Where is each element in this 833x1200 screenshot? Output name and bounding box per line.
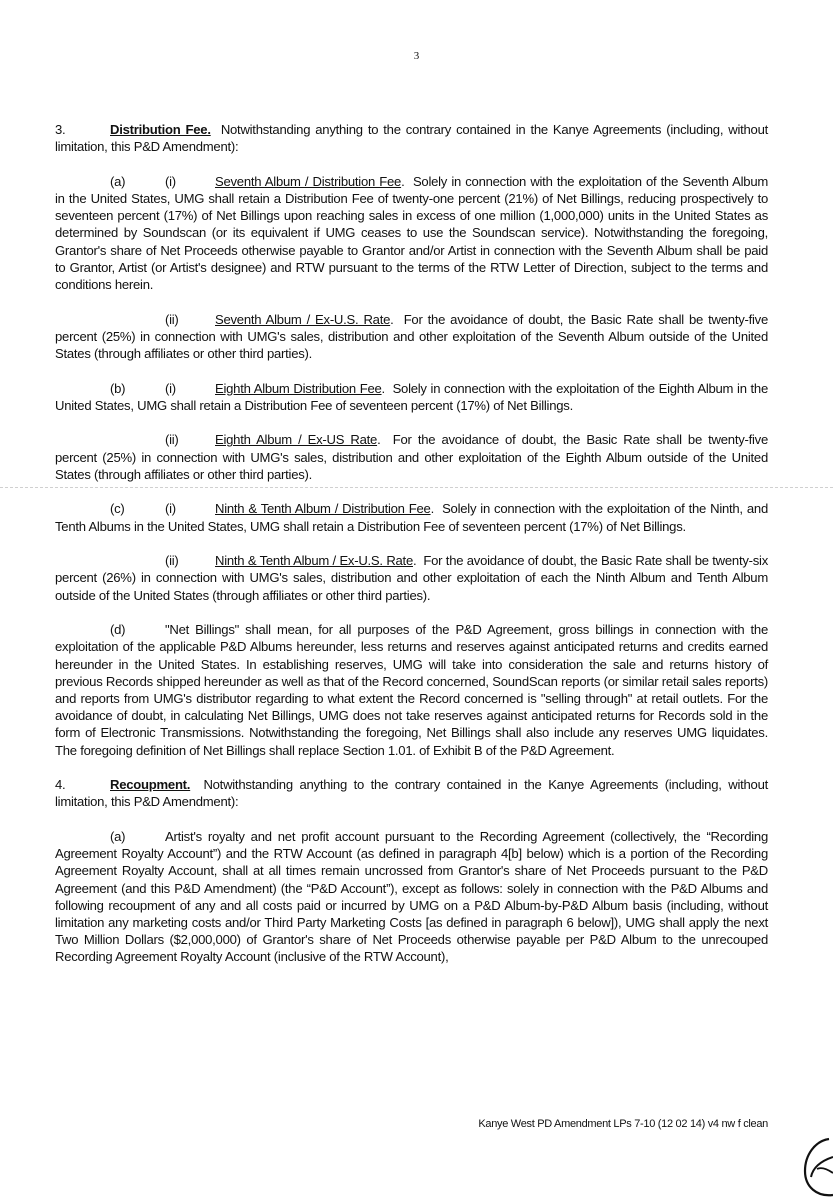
section-intro-text: Notwithstanding anything to the contrary contained in the Kanye Agreements (including, without limitation, this P&D Amendment): — [55, 777, 768, 810]
clause-3a-i: (a) (i) Seventh Album / Distribution Fee. Solely in connection with the exploitation of the Seventh Album in the United States, UMG shall retain a Distribution Fee of twenty-one percent (21%) of Net Billings, reducing prospectively to seventeen percent (17%) of Net Billings upon reaching sales in excess of one million (1,000,000) units in the United States as determined by Soundscan (or its equivalent if UMG ceases to use the Soundscan service). Notwithstanding the foregoing, Grantor's share of Net Proceeds otherwise payable to Grantor and/or Artist in connection with the Seventh Album shall be paid to Grantor, Artist (or Artist's designee) and RTW pursuant to the terms of the RTW Letter of Direction, subject to the terms and conditions herein. — [55, 173, 769, 293]
section-number: 4. — [55, 777, 66, 793]
clause-label: (b) — [110, 380, 126, 396]
clause-text: Solely in connection with the exploitation of the Eighth Album in the United States, UMG shall retain a Distribution Fee of seventeen percent (17%) of Net Billings. — [55, 380, 768, 413]
clause-3b-i: (b) (i) Eighth Album Distribution Fee. Solely in connection with the exploitation of the Eighth Album in the United States, UMG shall retain a Distribution Fee of seventeen percent (17%) of Net Billings. — [55, 380, 768, 413]
section-4-intro — [55, 776, 768, 810]
document-footer: Kanye West PD Amendment LPs 7-10 (12 02 14) v4 nw f clean — [478, 1118, 768, 1130]
clause-title: Ninth & Tenth Album / Distribution Fee — [215, 501, 431, 517]
section-intro-text: Notwithstanding anything to the contrary contained in the Kanye Agreements (including, without limitation, this P&D Amendment): — [55, 122, 768, 155]
clause-title: Seventh Album / Distribution Fee — [215, 173, 402, 189]
section-heading: Recoupment. — [110, 777, 191, 793]
clause-label: (a) — [110, 173, 126, 189]
subclause-label: (i) — [165, 380, 176, 396]
handwritten-initial-mark — [799, 1133, 833, 1200]
subclause-label: (i) — [165, 501, 176, 517]
document-body — [55, 121, 768, 983]
clause-label: (c) — [110, 501, 125, 517]
subclause-label: (ii) — [165, 432, 179, 448]
clause-text: Solely in connection with the exploitation of the Seventh Album in the United States, UMG shall retain a Distribution Fee of twenty-one percent (21%) of Net Billings, reducing prospectively to seventeen percent (17%) of Net Billings upon reaching sales in excess of one million (1,000,000) units in the United States as determined by Soundscan (or its equivalent if UMG ceases to use the Soundscan service). Notwithstanding the foregoing, Grantor's share of Net Proceeds otherwise payable to Grantor and/or Artist in connection with the Seventh Album shall be paid to Grantor, Artist (or Artist's designee) and RTW pursuant to the terms of the RTW Letter of Direction, subject to the terms and conditions herein. — [55, 173, 769, 293]
clause-title: Seventh Album / Ex-U.S. Rate — [215, 311, 391, 327]
section-number: 3. — [55, 122, 66, 137]
subclause-label: (ii) — [165, 553, 179, 569]
subclause-label: (i) — [165, 173, 176, 189]
clause-label: (d) — [110, 622, 126, 638]
clause-text: For the avoidance of doubt, the Basic Rate shall be twenty-five percent (25%) in connection with UMG's sales, distribution and other exploitation of the Eighth Album outside of the United States (through affiliates or other third parties). — [55, 432, 768, 482]
clause-title: Ninth & Tenth Album / Ex-U.S. Rate — [215, 553, 413, 569]
clause-text: "Net Billings" shall mean, for all purposes of the P&D Agreement, gross billings in connection with the exploitation of the applicable P&D Albums hereunder, less returns and reserves against anticipated returns and credits earned hereunder in the United States. In establishing reserves, UMG will take into consideration the sale and returns history of previous Records shipped hereunder as well as that of the Record concerned, SoundScan reports (or similar retail sales reports) and reports from UMG's distributor regarding to what extent the Record concerned is "selling through" at retail outlets. For the avoidance of doubt, in calculating Net Billings, UMG does not take reserves against anticipated returns for Records sold in the form of Electronic Transmissions. Notwithstanding the foregoing, Net Billings shall also include any reserves UMG liquidates. The foregoing definition of Net Billings shall replace Section 1.01. of Exhibit B of the P&D Agreement. — [55, 622, 768, 758]
clause-3c-ii: (ii) Ninth & Tenth Album / Ex-U.S. Rate. For the avoidance of doubt, the Basic Rate shall be twenty-six percent (26%) in connection with UMG's sales, distribution and other exploitation of each the Ninth Album and Tenth Album outside of the United States (through affiliates or other third parties). — [55, 553, 768, 603]
clause-text: For the avoidance of doubt, the Basic Rate shall be twenty-six percent (26%) in connection with UMG's sales, distribution and other exploitation of each the Ninth Album and Tenth Album outside of the United States (through affiliates or other third parties). — [55, 553, 768, 603]
clause-text: Artist's royalty and net profit account pursuant to the Recording Agreement (collectively, the “Recording Agreement Royalty Account”) and the RTW Account (as defined in paragraph 4[b] below) which is a portion of the Recording Agreement Royalty Account, shall at all times remain uncrossed from Grantor's share of Net Proceeds pursuant to the P&D Agreement (and this P&D Amendment) (the “P&D Account”), except as follows: solely in connection with the P&D Albums and following recoupment of any and all costs paid or incurred by UMG on a P&D Album-by-P&D Album basis (including, without limitation any marketing costs and/or Third Party Marketing Costs [as defined in paragraph 6 below]), UMG shall apply the next Two Million Dollars ($2,000,000) of Grantor's share of Net Proceeds otherwise payable per P&D Album to the unrecouped Recording Agreement Royalty Account (inclusive of the RTW Account), — [55, 829, 768, 965]
subclause-label: (ii) — [165, 311, 179, 327]
clause-4a — [55, 828, 768, 966]
clause-text: For the avoidance of doubt, the Basic Rate shall be twenty-five percent (25%) in connection with UMG's sales, distribution and other exploitation of the Seventh Album outside of the United States (through affiliates or other third parties). — [55, 311, 768, 362]
page-number: 3 — [413, 50, 420, 62]
section-heading: Distribution Fee. — [110, 122, 211, 137]
clause-3a-ii: (ii) Seventh Album / Ex-U.S. Rate. For the avoidance of doubt, the Basic Rate shall be twenty-five percent (25%) in connection with UMG's sales, distribution and other exploitation of the Seventh Album outside of the United States (through affiliates or other third parties). — [55, 311, 768, 362]
clause-text: Solely in connection with the exploitation of the Ninth, and Tenth Albums in the United States, UMG shall retain a Distribution Fee of seventeen percent (17%) of Net Billings. — [55, 501, 768, 534]
clause-title: Eighth Album / Ex-US Rate — [215, 432, 378, 448]
clause-3c-i: (c) (i) Ninth & Tenth Album / Distribution Fee. Solely in connection with the exploitation of the Ninth, and Tenth Albums in the United States, UMG shall retain a Distribution Fee of seventeen percent (17%) of Net Billings. — [55, 501, 768, 534]
clause-label: (a) — [110, 829, 126, 845]
section-3-intro — [55, 121, 768, 155]
clause-title: Eighth Album Distribution Fee — [215, 380, 382, 396]
clause-3d — [55, 621, 768, 759]
clause-3b-ii: (ii) Eighth Album / Ex-US Rate. For the avoidance of doubt, the Basic Rate shall be twenty-five percent (25%) in connection with UMG's sales, distribution and other exploitation of the Eighth Album outside of the United States (through affiliates or other third parties). — [55, 432, 768, 482]
